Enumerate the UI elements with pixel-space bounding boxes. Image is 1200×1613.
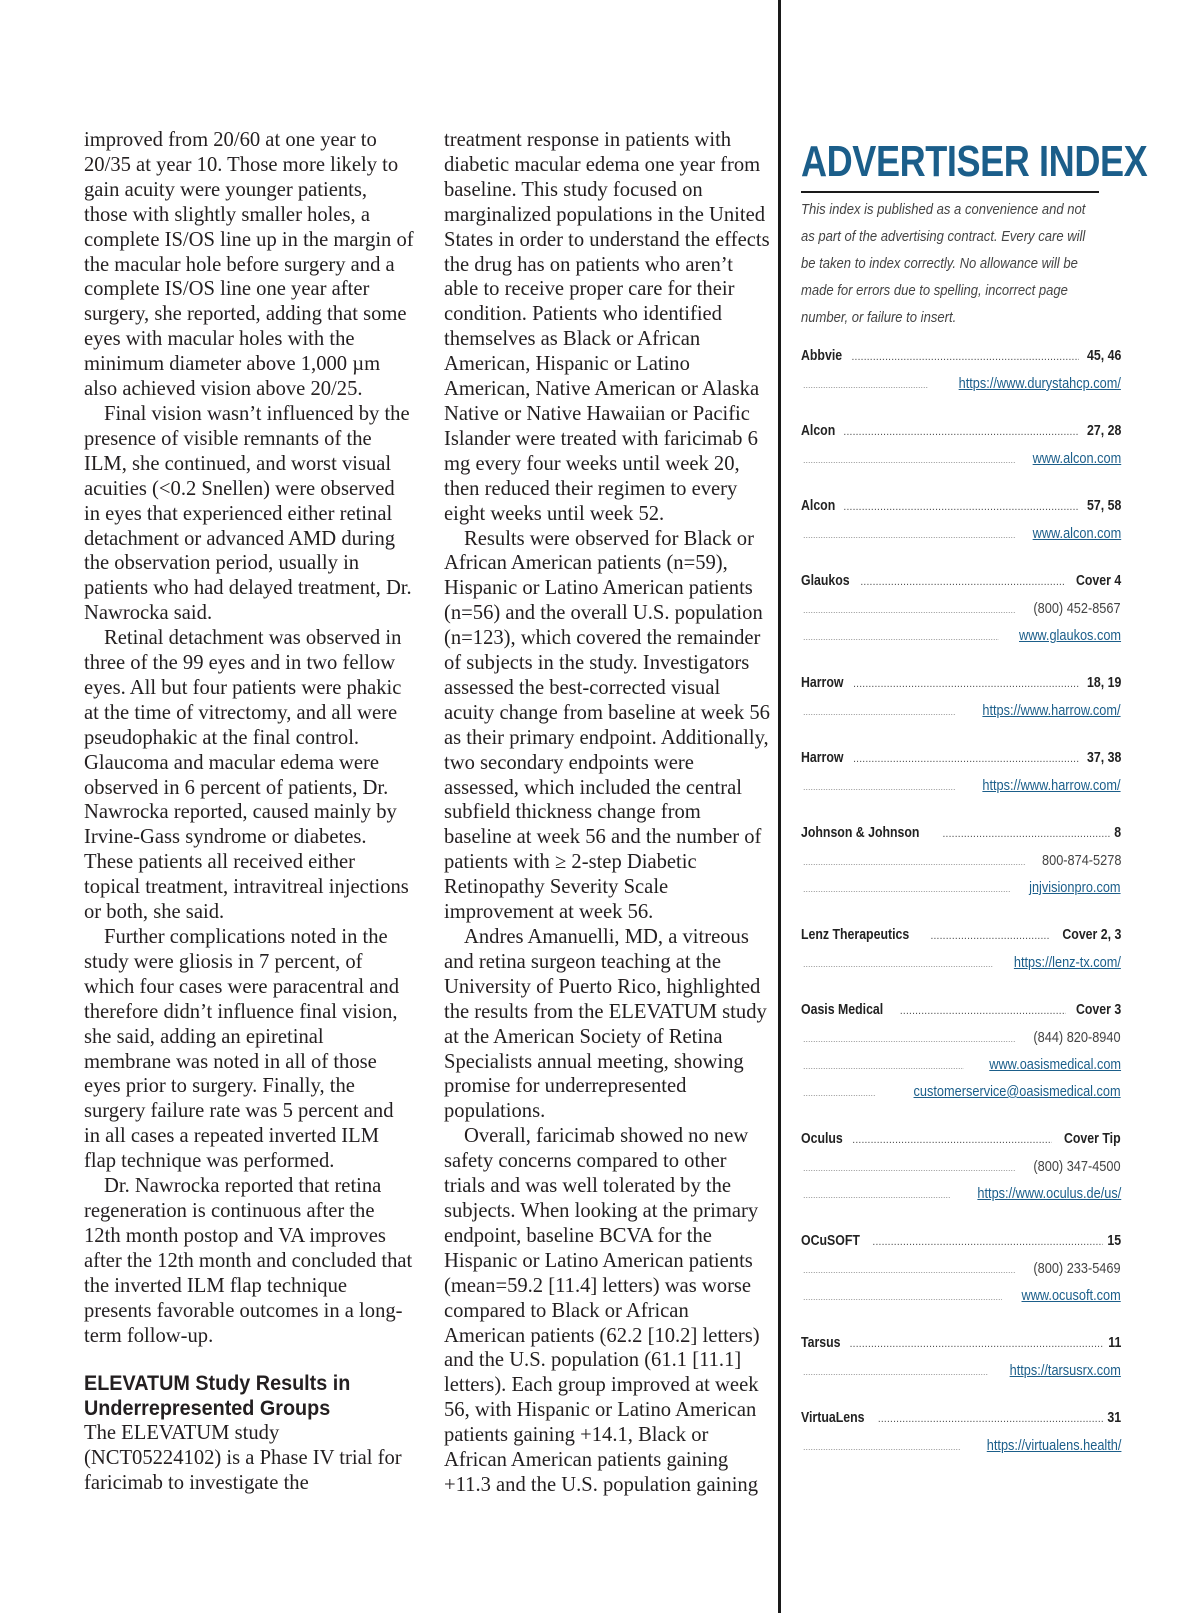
advertiser-link[interactable]: https://virtualens.health/ bbox=[986, 1437, 1121, 1454]
index-entry-detail-row bbox=[801, 1260, 1121, 1287]
index-entry bbox=[801, 675, 1121, 729]
body-paragraph: Final vision wasn’t influenced by the presence of visible remnants of the ILM, she continued, and worst visual acuities (<0.2 Snellen) were observed in eyes that experienced either retinal detachment or advanced AMD during the observation period, usually in patients who had delayed treatment, Dr. Nawrocka said. bbox=[84, 402, 412, 625]
advertiser-name: Oasis Medical bbox=[801, 1002, 884, 1018]
index-entry-detail-row bbox=[801, 1158, 1121, 1185]
index-entry-main-row bbox=[801, 1335, 1121, 1362]
advertiser-link[interactable]: https://www.harrow.com/ bbox=[982, 777, 1121, 794]
leader-dots bbox=[849, 1338, 1103, 1350]
advertiser-name: Abbvie bbox=[801, 348, 843, 364]
advertiser-phone: (844) 820-8940 bbox=[1033, 1029, 1121, 1046]
index-entry-main-row bbox=[801, 750, 1121, 777]
index-entry bbox=[801, 423, 1121, 477]
page-numbers: Cover Tip bbox=[1064, 1131, 1121, 1147]
advertiser-name: Tarsus bbox=[801, 1335, 841, 1351]
advertiser-index bbox=[801, 128, 1148, 1485]
leader-dots bbox=[900, 1005, 1066, 1017]
advertiser-link[interactable]: https://www.oculus.de/us/ bbox=[977, 1185, 1121, 1202]
leader-dots bbox=[803, 632, 999, 642]
index-entry-detail-row bbox=[801, 1185, 1121, 1212]
index-entry-main-row bbox=[801, 498, 1121, 525]
index-entry-main-row bbox=[801, 1131, 1121, 1158]
index-entry-detail-row bbox=[801, 375, 1121, 402]
advertiser-link[interactable]: www.oasismedical.com bbox=[989, 1056, 1121, 1073]
leader-dots bbox=[803, 1367, 988, 1377]
leader-dots bbox=[803, 782, 956, 792]
leader-dots bbox=[803, 884, 1011, 894]
advertiser-name: Harrow bbox=[801, 675, 844, 691]
page-numbers: 11 bbox=[1107, 1335, 1121, 1351]
index-entry bbox=[801, 1335, 1121, 1389]
page-numbers: 15 bbox=[1107, 1233, 1121, 1249]
advertiser-name: Johnson & Johnson bbox=[801, 825, 920, 841]
index-disclaimer: This index is published as a convenience and not as part of the advertising contract. Every care will be taken to index correctly. No allowance will be made for errors due to spelling, incorrect page number, or failure to insert. bbox=[801, 202, 1086, 326]
index-entry bbox=[801, 825, 1121, 906]
leader-dots bbox=[803, 380, 928, 390]
index-entry-detail-row bbox=[801, 1056, 1121, 1083]
body-paragraph: Further complications noted in the study were gliosis in 7 percent, of which four cases were paracentral and therefore didn’t influence final vision, she said, adding an epiretinal membrane was noted in all of those eyes prior to surgery. Finally, the surgery failure rate was 5 percent and in all cases a repeated inverted ILM flap technique was performed. bbox=[84, 926, 400, 1173]
advertiser-link[interactable]: https://www.harrow.com/ bbox=[982, 702, 1121, 719]
index-entry bbox=[801, 1233, 1121, 1314]
advertiser-name: Alcon bbox=[801, 498, 836, 514]
leader-dots bbox=[878, 1413, 1103, 1425]
index-entry-detail-row bbox=[801, 627, 1121, 654]
body-paragraph: treatment response in patients with diabetic macular edema one year from baseline. This study focused on marginalized populations in the United States in order to understand the effects the drug has on patients who aren’t able to receive proper care for their condition. Patients who identified themselves as Black or African American, Hispanic or Latino American, Native American or Alaska Native or Native Hawaiian or Pacific Islander were treated with faricimab 6 mg every four weeks until week 20, then reduced their regimen to every eight weeks until week 52. bbox=[444, 129, 770, 525]
section-heading bbox=[84, 1371, 388, 1421]
index-entry-main-row bbox=[801, 1233, 1121, 1260]
index-entry-detail-row bbox=[801, 1083, 1121, 1110]
index-entry bbox=[801, 573, 1121, 654]
index-entry bbox=[801, 750, 1121, 804]
leader-dots bbox=[803, 1292, 1002, 1302]
leader-dots bbox=[872, 1236, 1103, 1248]
advertiser-name: Harrow bbox=[801, 750, 844, 766]
body-paragraph: Dr. Nawrocka reported that retina regeneration is continuous after the 12th month postop and VA improves after the 12th month and concluded that the inverted ILM flap technique presents favorable outcomes in a long-term follow-up. bbox=[84, 1175, 413, 1347]
leader-dots bbox=[930, 930, 1049, 942]
leader-dots bbox=[851, 351, 1078, 363]
index-entry bbox=[801, 498, 1121, 552]
index-entries bbox=[801, 348, 1121, 1464]
page-numbers: Cover 3 bbox=[1075, 1002, 1121, 1018]
advertiser-link[interactable]: https://lenz-tx.com/ bbox=[1014, 954, 1121, 971]
body-paragraph: Results were observed for Black or African American patients (n=59), Hispanic or Latino American patients (n=56) and the overall U.S. population (n=123), which covered the remainder of subjects in the study. Investigators assessed the best-corrected visual acuity change from baseline at week 56 as their primary endpoint. Additionally, two secondary endpoints were assessed, which included the central subfield thickness change from baseline at week 56 and the number of patients with ≥ 2-step Diabetic Retinopathy Severity Scale improvement at week 56. bbox=[444, 527, 770, 924]
index-entry-detail-row bbox=[801, 777, 1121, 804]
article-column-middle bbox=[444, 128, 772, 1498]
leader-dots bbox=[853, 678, 1079, 690]
index-entry-detail-row bbox=[801, 1362, 1121, 1389]
index-entry-detail-row bbox=[801, 600, 1121, 627]
advertiser-phone: 800-874-5278 bbox=[1041, 852, 1121, 869]
advertiser-name: OCuSOFT bbox=[801, 1233, 860, 1249]
index-entry bbox=[801, 1131, 1121, 1212]
leader-dots bbox=[803, 1088, 875, 1098]
index-entry-main-row bbox=[801, 573, 1121, 600]
leader-dots bbox=[803, 1190, 950, 1200]
index-entry-main-row bbox=[801, 825, 1121, 852]
body-paragraph: Andres Amanuelli, MD, a vitreous and retina surgeon teaching at the University of Puerto Rico, highlighted the results from the ELEVATUM study at the American Society of Retina Specialists annual meeting, showing promise for underrepresented populations. bbox=[444, 926, 767, 1123]
page-numbers: 18, 19 bbox=[1086, 675, 1121, 691]
body-paragraph: Overall, faricimab showed no new safety concerns compared to other trials and was well tolerated by the subjects. When looking at the primary endpoint, baseline BCVA for the Hispanic or Latino American patients (mean=59.2 [11.4] letters) was worse compared to Black or African American patients (62.2 [10.2] letters) and the U.S. population (61.1 [11.1] letters). Each group improved at week 56, with Hispanic or Latino American patients gaining +14.1, Black or African American patients gaining +11.3 and the U.S. population gaining bbox=[444, 1125, 760, 1496]
index-entry-main-row bbox=[801, 1002, 1121, 1029]
advertiser-phone: (800) 452-8567 bbox=[1033, 600, 1121, 617]
body-paragraph: improved from 20/60 at one year to 20/35 at year 10. Those more likely to gain acuity were younger patients, those with slightly smaller holes, a complete IS/OS line up in the margin of the macular hole before surgery and a complete IS/OS line one year after surgery, she reported, adding that some eyes with macular holes with the minimum diameter above 1,000 µm also achieved vision above 20/25. bbox=[84, 129, 414, 401]
page-numbers: 31 bbox=[1107, 1410, 1121, 1426]
leader-dots bbox=[803, 857, 1026, 867]
advertiser-link[interactable]: www.alcon.com bbox=[1032, 525, 1121, 542]
leader-dots bbox=[803, 1442, 961, 1452]
index-entry-detail-row bbox=[801, 450, 1121, 477]
leader-dots bbox=[803, 455, 1015, 465]
leader-dots bbox=[843, 501, 1078, 513]
page-numbers: Cover 2, 3 bbox=[1062, 927, 1121, 943]
advertiser-name: Lenz Therapeutics bbox=[801, 927, 910, 943]
section-heading-line1: ELEVATUM Study Results in bbox=[84, 1371, 351, 1396]
advertiser-link[interactable]: jnjvisionpro.com bbox=[1029, 879, 1121, 896]
index-entry bbox=[801, 348, 1121, 402]
advertiser-link[interactable]: www.glaukos.com bbox=[1018, 627, 1121, 644]
index-title: ADVERTISER INDEX bbox=[801, 137, 1148, 186]
index-entry-detail-row bbox=[801, 525, 1121, 552]
page-numbers: 8 bbox=[1114, 825, 1121, 841]
page-numbers: 57, 58 bbox=[1086, 498, 1121, 514]
index-entry bbox=[801, 1410, 1121, 1464]
index-entry-detail-row bbox=[801, 852, 1121, 879]
leader-dots bbox=[803, 1265, 1016, 1275]
leader-dots bbox=[803, 959, 993, 969]
advertiser-link[interactable]: www.alcon.com bbox=[1032, 450, 1121, 467]
page-numbers: 27, 28 bbox=[1086, 423, 1121, 439]
index-entry-main-row bbox=[801, 1410, 1121, 1437]
advertiser-name: VirtuaLens bbox=[801, 1410, 865, 1426]
leader-dots bbox=[843, 426, 1078, 438]
leader-dots bbox=[803, 707, 956, 717]
index-entry-main-row bbox=[801, 675, 1121, 702]
page-numbers: 45, 46 bbox=[1086, 348, 1121, 364]
index-entry-main-row bbox=[801, 423, 1121, 450]
advertiser-link[interactable]: https://www.durystahcp.com/ bbox=[958, 375, 1121, 392]
leader-dots bbox=[942, 828, 1111, 840]
index-entry-detail-row bbox=[801, 702, 1121, 729]
index-entry-main-row bbox=[801, 348, 1121, 375]
leader-dots bbox=[852, 1134, 1052, 1146]
page-numbers: 37, 38 bbox=[1086, 750, 1121, 766]
advertiser-phone: (800) 233-5469 bbox=[1033, 1260, 1121, 1277]
leader-dots bbox=[803, 530, 1015, 540]
index-entry-detail-row bbox=[801, 1287, 1121, 1314]
leader-dots bbox=[853, 753, 1079, 765]
body-paragraph: Retinal detachment was observed in three of the 99 eyes and in two fellow eyes. All but four patients were phakic at the time of vitrectomy, and all were pseudophakic at the final control. Glaucoma and macular edema were observed in 6 percent of patients, Dr. Nawrocka reported, caused mainly by Irvine-Gass syndrome or diabetes. These patients all received either topical treatment, intravitreal injections or both, she said. bbox=[84, 627, 409, 924]
section-heading-line2: Underrepresented Groups bbox=[84, 1396, 331, 1421]
advertiser-name: Alcon bbox=[801, 423, 836, 439]
leader-dots bbox=[803, 1163, 1016, 1173]
advertiser-name: Oculus bbox=[801, 1131, 843, 1147]
leader-dots bbox=[803, 605, 1016, 615]
index-entry-main-row bbox=[801, 927, 1121, 954]
column-divider bbox=[778, 0, 781, 1613]
index-entry-detail-row bbox=[801, 879, 1121, 906]
advertiser-phone: (800) 347-4500 bbox=[1033, 1158, 1121, 1175]
leader-dots bbox=[803, 1034, 1016, 1044]
leader-dots bbox=[860, 576, 1066, 588]
index-entry-detail-row bbox=[801, 1437, 1121, 1464]
page-numbers: Cover 4 bbox=[1075, 573, 1121, 589]
leader-dots bbox=[803, 1061, 964, 1071]
index-entry bbox=[801, 1002, 1121, 1110]
advertiser-name: Glaukos bbox=[801, 573, 850, 589]
advertiser-email-link[interactable]: customerservice@oasismedical.com bbox=[913, 1083, 1121, 1100]
index-entry bbox=[801, 927, 1121, 981]
index-entry-detail-row bbox=[801, 1029, 1121, 1056]
title-rule bbox=[801, 191, 1099, 193]
body-paragraph: The ELEVATUM study (NCT05224102) is a Phase IV trial for faricimab to investigate the bbox=[84, 1422, 402, 1495]
article-column-left bbox=[84, 128, 414, 1496]
advertiser-link[interactable]: https://tarsusrx.com bbox=[1009, 1362, 1121, 1379]
advertiser-link[interactable]: www.ocusoft.com bbox=[1021, 1287, 1121, 1304]
index-entry-detail-row bbox=[801, 954, 1121, 981]
